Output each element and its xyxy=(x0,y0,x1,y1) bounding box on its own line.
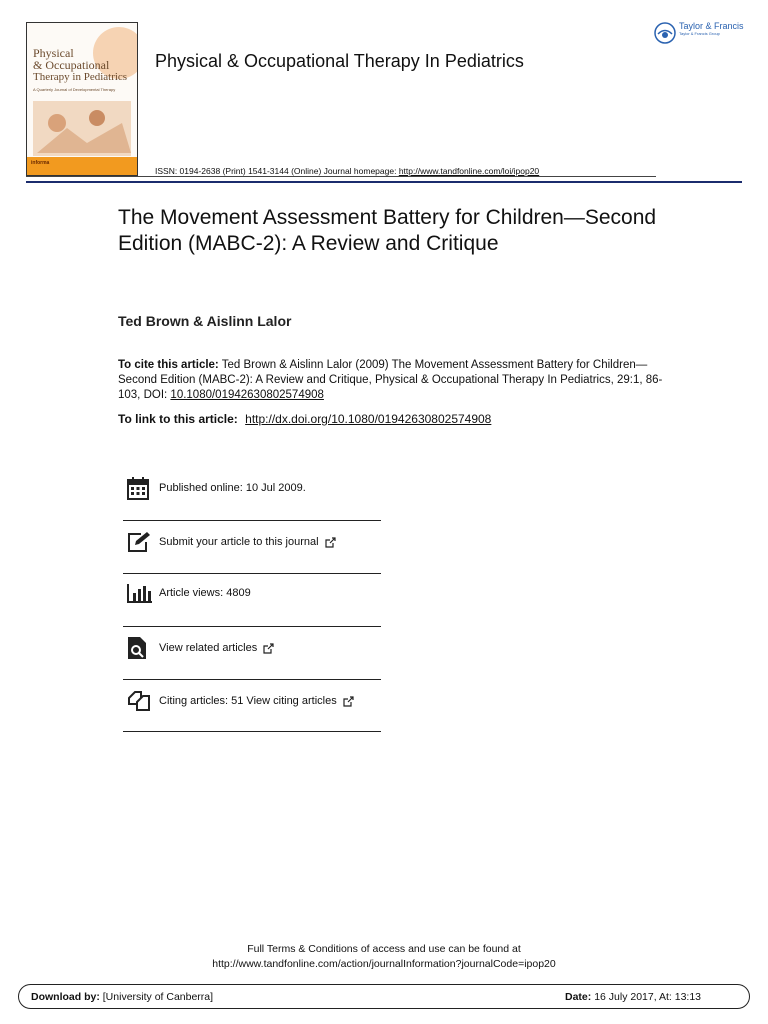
related-articles-item[interactable] xyxy=(123,622,381,674)
external-link-icon xyxy=(263,643,274,654)
article-views-label: Article views: 4809 xyxy=(159,587,251,599)
publisher-group: Taylor & Francis Group xyxy=(679,31,720,36)
published-online-label: Published online: 10 Jul 2009. xyxy=(159,482,306,494)
cover-publisher-band: informa xyxy=(27,157,137,175)
download-by: Download by: [University of Canberra] xyxy=(31,991,214,1003)
submit-article-item[interactable] xyxy=(123,516,381,568)
citing-articles-icon xyxy=(127,690,159,712)
download-date: Date: 16 July 2017, At: 13:13 xyxy=(565,991,702,1003)
submit-article-label[interactable]: Submit your article to this journal xyxy=(159,536,319,548)
cite-label: To cite this article: xyxy=(118,359,219,371)
publisher-name: Taylor & Francis xyxy=(679,21,744,31)
edit-icon xyxy=(127,531,159,553)
journal-name: Physical & Occupational Therapy In Pediatrics xyxy=(155,51,524,71)
terms-link[interactable]: http://www.tandfonline.com/action/journalInformation?journalCode=ipop20 xyxy=(212,958,556,970)
cite-doi-link[interactable]: 10.1080/01942630802574908 xyxy=(170,389,324,401)
journal-homepage-link[interactable]: http://www.tandfonline.com/loi/ipop20 xyxy=(398,166,540,176)
bar-chart-icon xyxy=(127,583,159,603)
issn-line xyxy=(155,166,539,176)
external-link-icon xyxy=(343,696,354,707)
citation-block xyxy=(118,358,678,403)
cite-text: Ted Brown & Aislinn Lalor (2009) The Movement Assessment Battery for Children—Second Edition (MABC-2): A Review and Critique, Physical & Occupational Therapy In Pediatrics, 29:1, 86-103, DOI: xyxy=(118,359,663,401)
link-label: To link to this article: xyxy=(118,412,238,426)
header-divider xyxy=(26,181,742,183)
calendar-icon xyxy=(127,476,159,500)
divider xyxy=(123,731,381,732)
related-articles-label[interactable]: View related articles xyxy=(159,642,258,654)
issn-text: ISSN: 0194-2638 (Print) 1541-3144 (Online) Journal homepage: xyxy=(155,166,397,176)
published-online-item xyxy=(123,462,381,514)
cover-title: Physical & Occupational Therapy in Pediatrics xyxy=(33,46,128,83)
terms-line-1: Full Terms & Conditions of access and use can be found at xyxy=(247,943,521,955)
article-views-item xyxy=(123,567,381,619)
article-title: The Movement Assessment Battery for Children—Second Edition (MABC-2): A Review and Critique xyxy=(118,206,657,255)
article-authors: Ted Brown & Aislinn Lalor xyxy=(118,313,292,329)
article-doi-link[interactable]: http://dx.doi.org/10.1080/01942630802574908 xyxy=(245,412,492,426)
publisher-logo xyxy=(654,22,744,44)
journal-cover xyxy=(26,22,138,176)
citing-articles-item[interactable] xyxy=(123,675,381,727)
article-link-line xyxy=(118,412,491,426)
search-document-icon xyxy=(127,636,159,660)
taylor-francis-icon xyxy=(654,22,676,44)
download-info-bar xyxy=(18,984,750,1009)
citing-articles-label[interactable]: Citing articles: 51 View citing articles xyxy=(159,695,337,707)
external-link-icon xyxy=(325,537,336,548)
header-divider-thin xyxy=(26,176,656,177)
cover-tagline: A Quarterly Journal of Developmental Therapy xyxy=(33,87,116,92)
terms-notice xyxy=(0,942,768,972)
